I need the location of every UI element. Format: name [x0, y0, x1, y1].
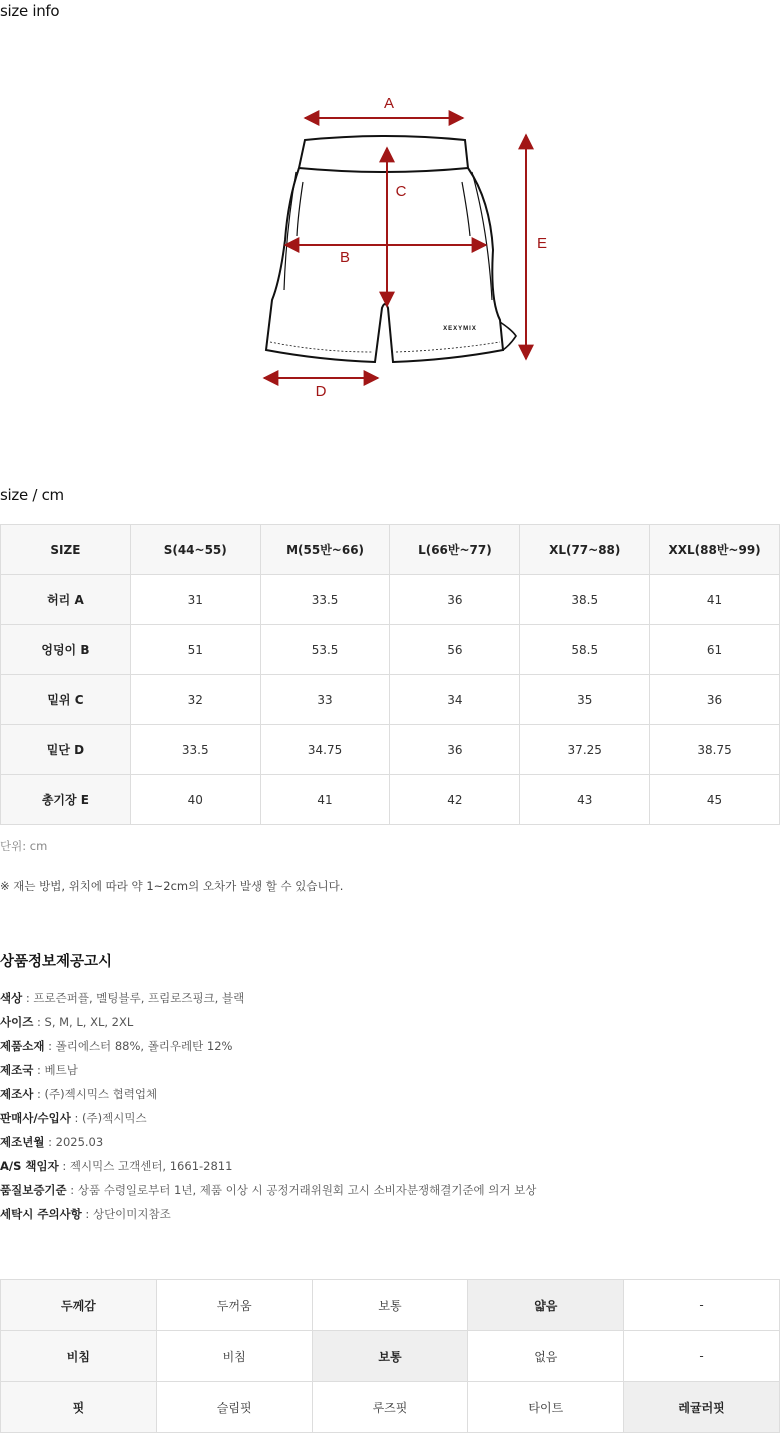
size-value: 36 [390, 575, 520, 625]
notice-value: : 폴리에스터 88%, 폴리우레탄 12% [44, 1039, 233, 1053]
size-info-title: size info [0, 2, 60, 20]
fit-option: - [624, 1331, 780, 1382]
notice-value: : 상단이미지참조 [81, 1207, 171, 1221]
notice-key: A/S 책임자 [0, 1159, 59, 1173]
fit-row-label: 비침 [1, 1331, 157, 1382]
fit-option: 얇음 [468, 1280, 624, 1331]
list-item [0, 1038, 536, 1062]
measurement-error-note: ※ 재는 방법, 위치에 따라 약 1~2cm의 오차가 발생 할 수 있습니다. [0, 879, 344, 893]
row-label: 총기장 E [1, 775, 131, 825]
size-value: 36 [650, 675, 780, 725]
size-value: 41 [650, 575, 780, 625]
size-value: 37.25 [520, 725, 650, 775]
notice-value: : 프로즌퍼플, 멜팅블루, 프림로즈핑크, 블랙 [22, 991, 245, 1005]
brand-logo: XEXYMIX [443, 326, 477, 332]
shorts-size-diagram [230, 88, 570, 408]
fit-option: 보통 [312, 1280, 468, 1331]
list-item [0, 1014, 536, 1038]
size-value: 38.75 [650, 725, 780, 775]
size-value: 51 [130, 625, 260, 675]
size-value: 41 [260, 775, 390, 825]
table-row [1, 625, 780, 675]
fit-option: 없음 [468, 1331, 624, 1382]
fit-option: 레귤러핏 [624, 1382, 780, 1433]
notice-key: 제품소재 [0, 1039, 45, 1053]
notice-value: : S, M, L, XL, 2XL [33, 1015, 134, 1029]
size-value: 42 [390, 775, 520, 825]
list-item [0, 990, 536, 1014]
fit-option: 타이트 [468, 1382, 624, 1433]
label-c: C [395, 183, 407, 200]
size-header-cell: L(66반~77) [390, 525, 520, 575]
list-item [0, 1158, 536, 1182]
size-value: 34.75 [260, 725, 390, 775]
list-item [0, 1062, 536, 1086]
notice-value: : (주)젝시믹스 [70, 1111, 147, 1125]
list-item [0, 1110, 536, 1134]
size-value: 40 [130, 775, 260, 825]
fit-option: - [624, 1280, 780, 1331]
size-value: 31 [130, 575, 260, 625]
notice-value: : 상품 수령일로부터 1년, 제품 이상 시 공정거래위원회 고시 소비자분쟁해결기준에 의거 보상 [66, 1183, 537, 1197]
notice-key: 제조사 [0, 1087, 34, 1101]
notice-key: 품질보증기준 [0, 1183, 67, 1197]
size-header-cell: SIZE [1, 525, 131, 575]
fit-option: 비침 [156, 1331, 312, 1382]
label-d: D [315, 383, 327, 400]
size-value: 43 [520, 775, 650, 825]
notice-value: : 2025.03 [44, 1135, 104, 1149]
table-row [1, 1280, 780, 1331]
size-table-title: size / cm [0, 486, 64, 504]
notice-key: 색상 [0, 991, 23, 1005]
fit-row-label: 핏 [1, 1382, 157, 1433]
row-label: 밑단 D [1, 725, 131, 775]
table-row [1, 575, 780, 625]
list-item [0, 1182, 536, 1206]
size-value: 33 [260, 675, 390, 725]
row-label: 허리 A [1, 575, 131, 625]
label-a: A [383, 95, 395, 112]
size-value: 58.5 [520, 625, 650, 675]
notice-value: : (주)젝시믹스 협력업체 [33, 1087, 158, 1101]
size-value: 53.5 [260, 625, 390, 675]
product-notice-title: 상품정보제공고시 [0, 954, 113, 970]
notice-key: 세탁시 주의사항 [0, 1207, 82, 1221]
notice-value: : 베트남 [33, 1063, 78, 1077]
list-item [0, 1086, 536, 1110]
table-row [1, 775, 780, 825]
size-value: 36 [390, 725, 520, 775]
size-header-cell: XL(77~88) [520, 525, 650, 575]
shorts-illustration [266, 136, 516, 362]
row-label: 밑위 C [1, 675, 131, 725]
size-table [0, 524, 780, 825]
table-row [1, 725, 780, 775]
size-value: 35 [520, 675, 650, 725]
fit-option: 루즈핏 [312, 1382, 468, 1433]
fit-row-label: 두께감 [1, 1280, 157, 1331]
table-row [1, 1331, 780, 1382]
row-label: 엉덩이 B [1, 625, 131, 675]
fit-option: 슬림핏 [156, 1382, 312, 1433]
table-row [1, 1382, 780, 1433]
notice-value: : 젝시믹스 고객센터, 1661-2811 [58, 1159, 233, 1173]
table-row [1, 675, 780, 725]
size-header-cell: XXL(88반~99) [650, 525, 780, 575]
notice-key: 사이즈 [0, 1015, 34, 1029]
notice-key: 제조국 [0, 1063, 34, 1077]
size-value: 56 [390, 625, 520, 675]
size-value: 45 [650, 775, 780, 825]
label-e: E [536, 235, 548, 252]
size-value: 61 [650, 625, 780, 675]
size-value: 33.5 [260, 575, 390, 625]
size-header-cell: M(55반~66) [260, 525, 390, 575]
size-value: 33.5 [130, 725, 260, 775]
label-b: B [339, 249, 351, 266]
size-header-cell: S(44~55) [130, 525, 260, 575]
list-item [0, 1134, 536, 1158]
fabric-fit-table [0, 1279, 780, 1433]
size-value: 38.5 [520, 575, 650, 625]
unit-note: 단위: cm [0, 839, 48, 853]
notice-key: 판매사/수입사 [0, 1111, 71, 1125]
product-notice-list [0, 990, 536, 1230]
size-value: 32 [130, 675, 260, 725]
fit-option: 보통 [312, 1331, 468, 1382]
size-table-header-row [1, 525, 780, 575]
fit-option: 두꺼움 [156, 1280, 312, 1331]
size-value: 34 [390, 675, 520, 725]
list-item [0, 1206, 536, 1230]
notice-key: 제조년월 [0, 1135, 45, 1149]
